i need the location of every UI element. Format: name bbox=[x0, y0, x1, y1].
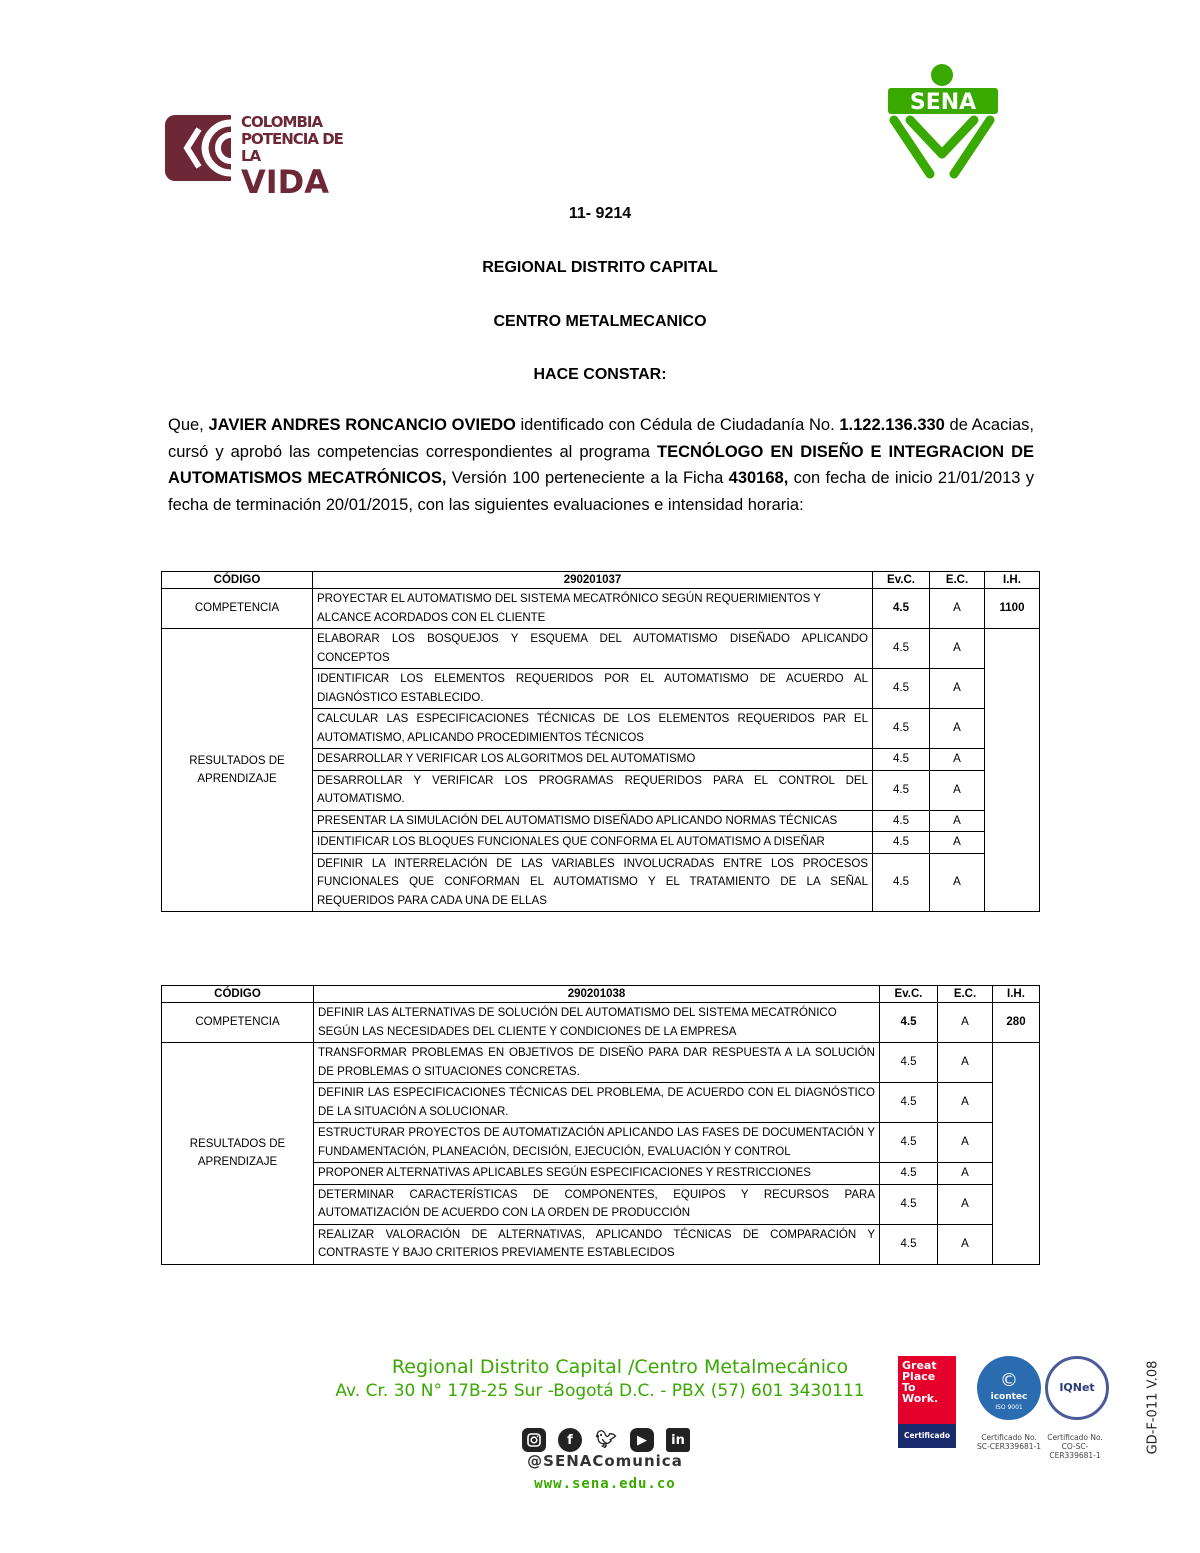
great-place-to-work-badge bbox=[898, 1356, 956, 1448]
gptw-line3: To bbox=[902, 1381, 916, 1394]
resultado-ev: 4.5 bbox=[880, 1224, 938, 1264]
social-handle[interactable]: @SENAComunica bbox=[527, 1452, 683, 1470]
resultado-ec: A bbox=[930, 770, 985, 810]
ih-header: I.H. bbox=[993, 986, 1040, 1003]
certification-paragraph bbox=[168, 412, 1034, 518]
gptw-line2: Place bbox=[902, 1370, 936, 1383]
icontec-seal bbox=[977, 1356, 1041, 1420]
resultado-ec: A bbox=[930, 749, 985, 771]
resultado-ec: A bbox=[938, 1043, 993, 1083]
ec-header: E.C. bbox=[930, 572, 985, 589]
twitter-icon[interactable]: 🐦︎ bbox=[595, 1430, 617, 1450]
resultado-ec: A bbox=[938, 1163, 993, 1185]
instagram-icon[interactable] bbox=[522, 1428, 546, 1452]
competencia-label: COMPETENCIA bbox=[162, 1003, 314, 1043]
resultado-ec: A bbox=[938, 1083, 993, 1123]
competencia-ih: 1100 bbox=[985, 589, 1040, 629]
student-id-number: 1.122.136.330 bbox=[839, 416, 945, 434]
facebook-icon[interactable]: f bbox=[558, 1428, 582, 1452]
resultado-text: DESARROLLAR Y VERIFICAR LOS ALGORITMOS DEL AUTOMATISMO bbox=[313, 749, 873, 771]
gptw-line4: Work. bbox=[902, 1392, 939, 1405]
resultados-label: RESULTADOS DE APRENDIZAJE bbox=[162, 1043, 314, 1265]
competencia-text: DEFINIR LAS ALTERNATIVAS DE SOLUCIÓN DEL AUTOMATISMO DEL SISTEMA MECATRÓNICO SEGÚN LAS NECESIDADES DEL CLIENTE Y CONDICIONES DE LA EMPRESA bbox=[314, 1003, 880, 1043]
resultado-text: CALCULAR LAS ESPECIFICACIONES TÉCNICAS DE LOS ELEMENTOS REQUERIDOS PAR EL AUTOMATISMO, APLICANDO PROCEDIMIENTOS TÉCNICOS bbox=[313, 709, 873, 749]
sena-logo-text: SENA bbox=[909, 90, 977, 115]
resultado-text: DESARROLLAR Y VERIFICAR LOS PROGRAMAS REQUERIDOS PARA EL CONTROL DEL AUTOMATISMO. bbox=[313, 770, 873, 810]
centro-title: CENTRO METALMECANICO bbox=[493, 313, 707, 330]
program-name: TECNÓLOGO EN DISEÑO E INTEGRACION DE AUTOMATISMOS MECATRÓNICOS, bbox=[168, 442, 1034, 487]
ec-header: E.C. bbox=[938, 986, 993, 1003]
resultado-text: ESTRUCTURAR PROYECTOS DE AUTOMATIZACIÓN APLICANDO LAS FASES DE DOCUMENTACIÓN Y FUNDAMENTACIÓN, PLANEACIÓN, DECISIÓN, EJECUCIÓN, EVALUACIÓN Y CONTROL bbox=[314, 1123, 880, 1163]
resultado-ev: 4.5 bbox=[873, 810, 930, 832]
resultado-ev: 4.5 bbox=[873, 629, 930, 669]
competencia-label: COMPETENCIA bbox=[162, 589, 313, 629]
codigo-label: CÓDIGO bbox=[162, 572, 313, 589]
resultado-ev: 4.5 bbox=[873, 749, 930, 771]
resultado-ev: 4.5 bbox=[873, 709, 930, 749]
resultado-ec: A bbox=[930, 810, 985, 832]
hace-constar-heading: HACE CONSTAR: bbox=[533, 366, 667, 383]
competencia-text: PROYECTAR EL AUTOMATISMO DEL SISTEMA MECATRÓNICO SEGÚN REQUERIMIENTOS Y ALCANCE ACORDADOS CON EL CLIENTE bbox=[313, 589, 873, 629]
resultados-label: RESULTADOS DE APRENDIZAJE bbox=[162, 629, 313, 912]
icontec-iso: ISO 9001 bbox=[995, 1404, 1023, 1411]
icontec-name: icontec bbox=[990, 1392, 1028, 1402]
resultado-ec: A bbox=[938, 1123, 993, 1163]
icontec-cert-number: Certificado No. SC-CER339681-1 bbox=[977, 1433, 1041, 1451]
resultado-ec: A bbox=[930, 832, 985, 854]
resultado-text: DEFINIR LAS ESPECIFICACIONES TÉCNICAS DEL PROBLEMA, DE ACUERDO CON EL DIAGNÓSTICO DE LA SITUACIÓN A SOLUCIONAR. bbox=[314, 1083, 880, 1123]
competencia-row bbox=[162, 589, 1040, 629]
competencia-row bbox=[162, 1003, 1040, 1043]
resultado-ec: A bbox=[930, 853, 985, 912]
iqnet-seal bbox=[1045, 1356, 1109, 1420]
resultado-ev: 4.5 bbox=[880, 1123, 938, 1163]
gptw-line1: Great bbox=[902, 1359, 937, 1372]
resultado-ec: A bbox=[938, 1184, 993, 1224]
resultado-text: REALIZAR VALORACIÓN DE ALTERNATIVAS, APLICANDO TÉCNICAS DE COMPARACIÓN Y CONTRASTE Y BAJO CRITERIOS PREVIAMENTE ESTABLECIDOS bbox=[314, 1224, 880, 1264]
codigo-value: 290201037 bbox=[313, 572, 873, 589]
table-row bbox=[162, 1043, 1040, 1083]
youtube-icon[interactable]: ▶ bbox=[630, 1428, 654, 1452]
colombia-logo-line1: COLOMBIA bbox=[241, 113, 323, 131]
colombia-logo-line2: POTENCIA DE LA bbox=[241, 130, 343, 165]
document-number: 11- 9214 bbox=[568, 205, 632, 222]
icontec-mark-icon: © bbox=[1000, 1370, 1018, 1391]
codigo-label: CÓDIGO bbox=[162, 986, 314, 1003]
ficha-number: 430168, bbox=[728, 469, 789, 487]
resultado-ev: 4.5 bbox=[873, 853, 930, 912]
resultado-text: IDENTIFICAR LOS BLOQUES FUNCIONALES QUE CONFORMA EL AUTOMATISMO A DISEÑAR bbox=[313, 832, 873, 854]
resultado-ev: 4.5 bbox=[880, 1184, 938, 1224]
social-icons bbox=[522, 1428, 690, 1452]
resultado-ec: A bbox=[930, 709, 985, 749]
gptw-cert: Certificado bbox=[898, 1424, 956, 1448]
website-link[interactable]: www.sena.edu.co bbox=[534, 1476, 676, 1492]
resultado-ev: 4.5 bbox=[873, 669, 930, 709]
ev-header: Ev.C. bbox=[880, 986, 938, 1003]
resultados-ih-empty bbox=[985, 629, 1040, 912]
resultado-ev: 4.5 bbox=[880, 1043, 938, 1083]
regional-title: REGIONAL DISTRITO CAPITAL bbox=[482, 259, 718, 276]
competencia-ec: A bbox=[938, 1003, 993, 1043]
colombia-potencia-de-la-vida-logo bbox=[165, 112, 345, 201]
version-code: GD-F-011 V.08 bbox=[1145, 1360, 1161, 1455]
iqnet-cert-number: Certificado No. CO-SC-CER339681-1 bbox=[1047, 1433, 1103, 1460]
resultado-ev: 4.5 bbox=[880, 1163, 938, 1185]
competencia-table-1 bbox=[161, 571, 1040, 912]
iqnet-name: IQNet bbox=[1059, 1381, 1095, 1394]
competencia-table-2 bbox=[161, 985, 1040, 1265]
resultado-text: ELABORAR LOS BOSQUEJOS Y ESQUEMA DEL AUTOMATISMO DISEÑADO APLICANDO CONCEPTOS bbox=[313, 629, 873, 669]
resultado-text: DEFINIR LA INTERRELACIÓN DE LAS VARIABLES INVOLUCRADAS ENTRE LOS PROCESOS FUNCIONALES QUE CONFORMAN EL AUTOMATISMO Y EL TRATAMIENTO DE LA SEÑAL REQUERIDOS PARA CADA UNA DE ELLAS bbox=[313, 853, 873, 912]
competencia-ih: 280 bbox=[993, 1003, 1040, 1043]
body-text-4: Versión 100 perteneciente a la Ficha bbox=[446, 469, 729, 487]
resultado-ec: A bbox=[930, 629, 985, 669]
footer-address: Av. Cr. 30 N° 17B-25 Sur -Bogotá D.C. - PBX (57) 601 3430111 bbox=[335, 1381, 865, 1401]
ih-header: I.H. bbox=[985, 572, 1040, 589]
resultado-ec: A bbox=[938, 1224, 993, 1264]
body-text-1: Que, bbox=[168, 416, 209, 434]
resultados-ih-empty bbox=[993, 1043, 1040, 1265]
resultado-text: IDENTIFICAR LOS ELEMENTOS REQUERIDOS POR EL AUTOMATISMO DE ACUERDO AL DIAGNÓSTICO ESTABLECIDO. bbox=[313, 669, 873, 709]
competencia-ec: A bbox=[930, 589, 985, 629]
table-row bbox=[162, 629, 1040, 669]
codigo-value: 290201038 bbox=[314, 986, 880, 1003]
resultado-ev: 4.5 bbox=[880, 1083, 938, 1123]
student-name: JAVIER ANDRES RONCANCIO OVIEDO bbox=[208, 416, 516, 434]
body-text-3: de Acacias, cursó y aprobó las competencias correspondientes al programa bbox=[168, 416, 1034, 461]
sena-logo bbox=[880, 62, 1005, 182]
resultado-ev: 4.5 bbox=[873, 770, 930, 810]
resultado-ev: 4.5 bbox=[873, 832, 930, 854]
resultado-text: TRANSFORMAR PROBLEMAS EN OBJETIVOS DE DISEÑO PARA DAR RESPUESTA A LA SOLUCIÓN DE PROBLEMAS O SITUACIONES CONCRETAS. bbox=[314, 1043, 880, 1083]
body-text-2: identificado con Cédula de Ciudadanía No. bbox=[515, 416, 840, 434]
competencia-ev: 4.5 bbox=[880, 1003, 938, 1043]
colombia-logo-mark bbox=[165, 115, 231, 181]
linkedin-icon[interactable]: in bbox=[666, 1428, 690, 1452]
colombia-logo-line3: VIDA bbox=[241, 163, 329, 201]
ev-header: Ev.C. bbox=[873, 572, 930, 589]
footer-title: Regional Distrito Capital /Centro Metalmecánico bbox=[391, 1356, 849, 1378]
body-text-5: con fecha de inicio 21/01/2013 y fecha de terminación 20/01/2015, con las siguientes evaluaciones e intensidad horaria: bbox=[168, 469, 1034, 514]
resultado-ec: A bbox=[930, 669, 985, 709]
competencia-ev: 4.5 bbox=[873, 589, 930, 629]
resultado-text: PROPONER ALTERNATIVAS APLICABLES SEGÚN ESPECIFICACIONES Y RESTRICCIONES bbox=[314, 1163, 880, 1185]
resultado-text: PRESENTAR LA SIMULACIÓN DEL AUTOMATISMO DISEÑADO APLICANDO NORMAS TÉCNICAS bbox=[313, 810, 873, 832]
resultado-text: DETERMINAR CARACTERÍSTICAS DE COMPONENTES, EQUIPOS Y RECURSOS PARA AUTOMATIZACIÓN DE ACUERDO CON LA ORDEN DE PRODUCCIÓN bbox=[314, 1184, 880, 1224]
